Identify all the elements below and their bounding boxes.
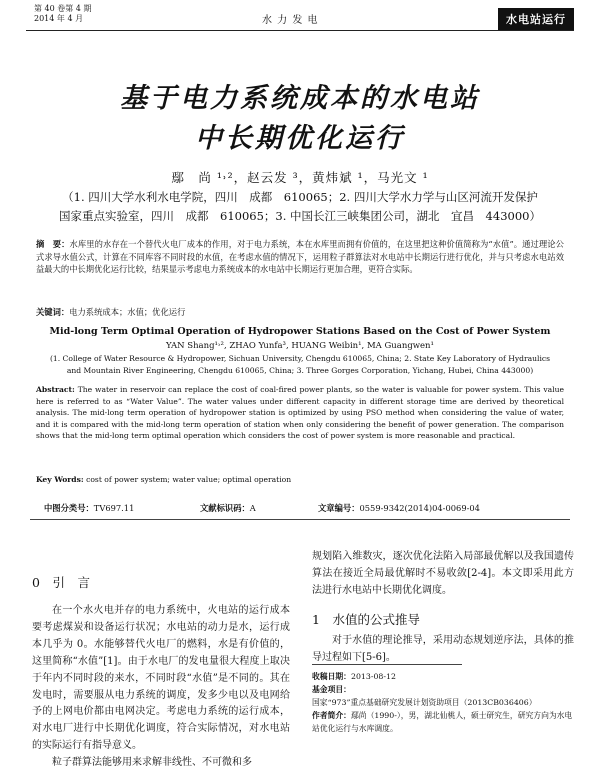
column-badge: 水电站运行	[498, 8, 574, 30]
paper-title-line2: 中长期优化运行	[195, 123, 405, 154]
received-date	[312, 670, 574, 683]
fund-value: 国家“973”重点基础研究发展计划资助项目（2013CB036406）	[312, 698, 537, 707]
english-abstract-label: Abstract:	[36, 385, 75, 394]
paper-title-line1: 基于电力系统成本的水电站	[120, 83, 480, 114]
english-keywords	[36, 475, 564, 484]
affiliation-line: （1. 四川大学水利水电学院，四川 成都 610065；2. 四川大学水力学与山区河流开发保护	[62, 190, 538, 204]
body-paragraph: 粒子群算法能够用来求解非线性、不可微和多	[52, 757, 252, 769]
section-heading: 1 水值的公式推导	[312, 611, 420, 627]
fund-label: 基金项目：	[312, 685, 351, 694]
footnote-rule	[312, 664, 462, 665]
keywords-cn-text: 电力系统成本；水值；优化运行	[69, 307, 186, 317]
affiliations-cn	[38, 188, 562, 226]
left-column	[32, 573, 290, 772]
journal-name: 水 力 发 电	[262, 15, 319, 26]
volume-text: 第 40 卷第 4 期	[34, 4, 92, 13]
english-keywords-label: Key Words:	[36, 475, 84, 484]
author-bio	[312, 709, 574, 735]
abstract-cn	[36, 238, 564, 276]
keywords-cn-label: 关键词：	[36, 307, 70, 317]
journal-issue	[34, 4, 91, 24]
affiliation-line: 国家重点实验室，四川 成都 610065；3. 中国长江三峡集团公司，湖北 宜昌 443000）	[59, 209, 541, 223]
english-affiliation-line: (1. College of Water Resource & Hydropower, Sichuan University, Chengdu 610065, China; 2. State Key Laboratory of Hydraulics	[49, 354, 551, 363]
received-value: 2013-08-12	[350, 672, 396, 681]
author-bio-value: 鄢尚（1990-），男，湖北仙桃人，硕士研究生，研究方向为水电站优化运行与水库调度。	[312, 711, 573, 733]
section-divider	[30, 519, 570, 520]
article-number-label: 文章编号：	[318, 503, 360, 513]
english-authors: YAN Shang¹˒², ZHAO Yunfa³, HUANG Weibin¹, MA Guangwen¹	[166, 341, 434, 351]
abstract-cn-label: 摘 要：	[36, 239, 70, 249]
english-title: Mid-long Term Optimal Operation of Hydropower Stations Based on the Cost of Power System	[49, 326, 551, 337]
date-text: 2014 年 4 月	[34, 14, 84, 23]
doc-code-label: 文献标识码：	[200, 503, 250, 513]
english-keywords-text: cost of power system; water value; optimal operation	[86, 475, 292, 484]
document-code	[200, 502, 256, 514]
received-label: 收稿日期：	[312, 672, 351, 681]
doc-code-value: A	[249, 503, 256, 513]
abstract-cn-text: 水库里的水存在一个替代火电厂成本的作用，对于电力系统，本在水库里而拥有价值的，在这里把这种价值简称为“水值”。通过理论公式求导水值公式，计算在不同库容不同时段的水值，在考虑水值的情况下，运用粒子群算法对水电站中长期运行进行优化，并与只考虑水电站效益最大的中长期优化运行比较，结果显示考虑电力系统成本的水电站中长期运行更加合理，更符合实际。	[36, 239, 564, 274]
fund-info	[312, 683, 574, 709]
section-heading: 0 引 言	[32, 575, 90, 590]
clc-value: TV697.11	[93, 503, 135, 513]
body-paragraph: 对于水值的理论推导，采用动态规划逆序法，具体的推导过程如下[5-6]。	[312, 634, 574, 663]
right-column	[312, 549, 574, 667]
header-rule	[26, 30, 574, 31]
clc-number	[44, 502, 134, 514]
article-number	[318, 502, 480, 514]
clc-label: 中图分类号：	[44, 503, 94, 513]
body-paragraph: 规划陷入维数灾，逐次优化法陷入局部最优解以及我国遗传算法在接近全局最优解时不易收敛[2-4]。本文即采用此方法进行水电站中长期优化调度。	[312, 551, 574, 596]
authors-cn: 鄢 尚 ¹˒²，赵云发 ³，黄炜斌 ¹，马光文 ¹	[171, 170, 429, 185]
english-abstract	[36, 384, 564, 442]
footnote	[312, 670, 574, 735]
english-affiliations	[36, 353, 564, 376]
body-paragraph: 在一个水火电并存的电力系统中，火电站的运行成本要考虑煤炭和设备运行状况；水电站的动力是水，运行成本几乎为 0。水能够替代火电厂的燃料，水是有价值的，这里简称“水值”[1]。由于水电厂的发电量很大程度上取决于年内不同时段的来水，不同时段“水值”是不同的。其在发电时，需要服从电力系统的调度，发多少电以及电网给予的上网电价都由电网决定。考虑电力系统的运行成本，对水电厂进行中长期优化调度，符合实际情况，对水电站的实际运行有指导意义。	[32, 605, 290, 752]
keywords-cn	[36, 306, 564, 318]
english-abstract-text: The water in reservoir can replace the cost of coal-fired power plants, so the water is valuable for power system. This value here is referred to as “Water Value”. The water values under different capacity in different storage time are derived by theoretical analysis. The mid-long term operation of hydropower station is optimized by using PSO method when considering the value of water, and it is compared with the mid-long term operation of station when only considering the benefit of power generation. The comparison shows that the mid-long term optimal operation which considers the cost of power system is more reasonable and practical.	[36, 385, 564, 441]
english-affiliation-line: and Mountain River Engineering, Chengdu 610065, China; 3. Three Gorges Corporation, Yichang, Hubei, China 443000)	[66, 365, 534, 375]
article-number-value: 0559-9342(2014)04-0069-04	[359, 503, 480, 513]
author-bio-label: 作者简介：	[312, 711, 351, 720]
